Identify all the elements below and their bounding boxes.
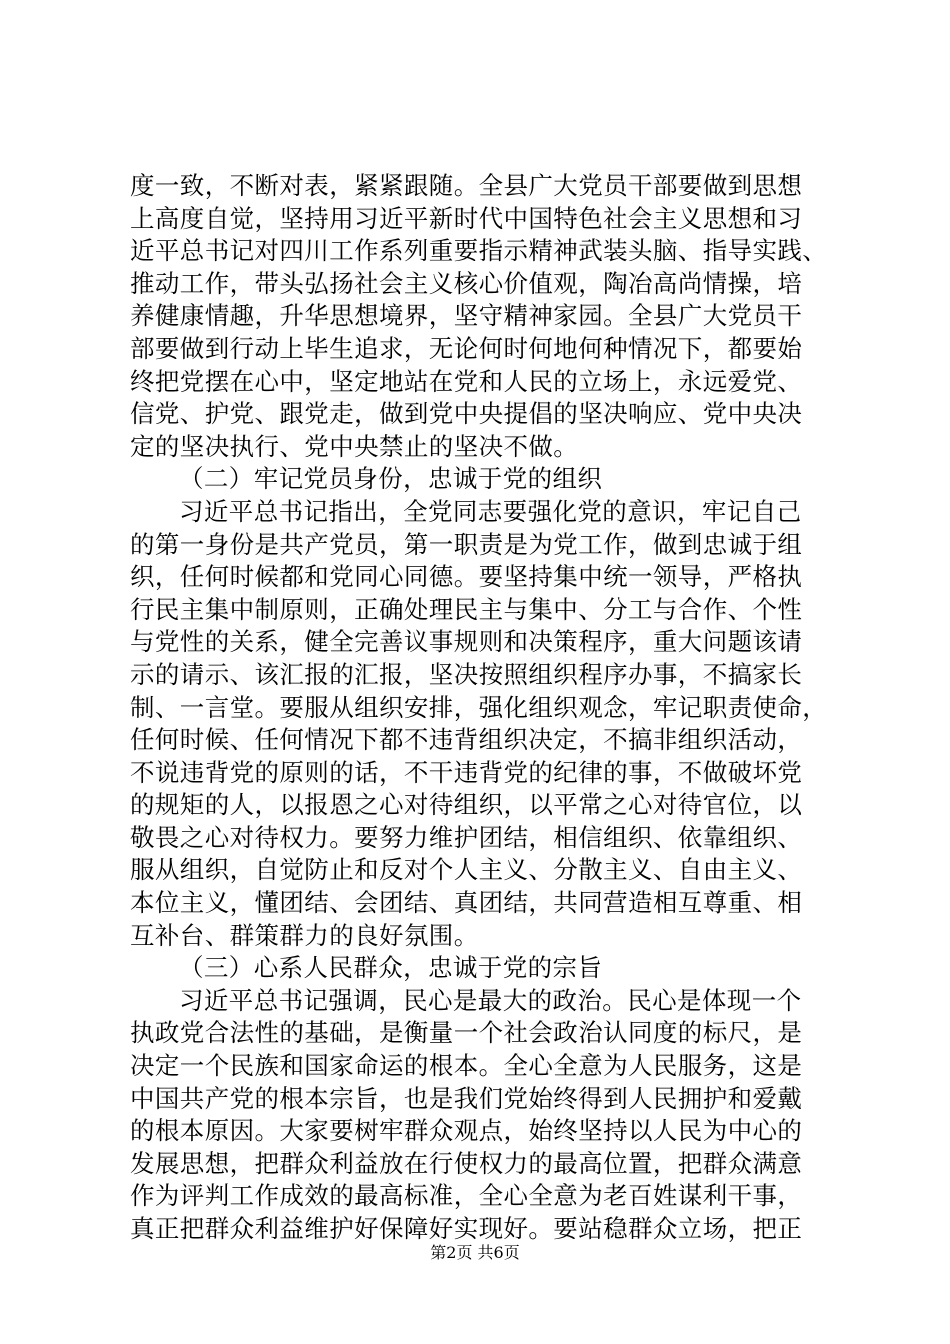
text-line: 度一致，不断对表，紧紧跟随。全县广大党员干部要做到思想 xyxy=(130,171,803,200)
text-line: 与党性的关系，健全完善议事规则和决策程序，重大问题该请 xyxy=(130,627,803,657)
text-line: 的第一身份是共产党员，第一职责是为党工作，做到忠诚于组 xyxy=(130,529,803,559)
text-line: 的根本原因。大家要树牢群众观点，始终坚持以人民为中心的 xyxy=(130,1116,803,1146)
text-line: 示的请示、该汇报的汇报，坚决按照组织程序办事，不搞家长 xyxy=(130,659,803,689)
paragraph-first-line: 习近平总书记强调，民心是最大的政治。民心是体现一个 xyxy=(179,985,802,1015)
text-line: 互补台、群策群力的良好氛围。 xyxy=(130,920,479,950)
text-line: 执政党合法性的基础，是衡量一个社会政治认同度的标尺，是 xyxy=(130,1018,803,1048)
text-line: 上高度自觉，坚持用习近平新时代中国特色社会主义思想和习 xyxy=(130,203,803,233)
text-line: 不说违背党的原则的话，不干违背党的纪律的事，不做破坏党 xyxy=(130,757,803,787)
text-line: 作为评判工作成效的最高标准，全心全意为老百姓谋利干事， xyxy=(130,1181,803,1211)
page-footer: 第2页 共6页 xyxy=(430,1243,520,1262)
text-line: 推动工作，带头弘扬社会主义核心价值观，陶冶高尚情操，培 xyxy=(130,268,803,298)
text-line: 服从组织，自觉防止和反对个人主义、分散主义、自由主义、 xyxy=(130,855,803,885)
text-line: 本位主义，懂团结、会团结、真团结，共同营造相互尊重、相 xyxy=(130,888,803,918)
text-line: 养健康情趣，升华思想境界，坚守精神家园。全县广大党员干 xyxy=(130,301,803,331)
text-line: 敬畏之心对待权力。要努力维护团结，相信组织、依靠组织、 xyxy=(130,822,803,852)
text-line: 真正把群众利益维护好保障好实现好。要站稳群众立场，把正 xyxy=(130,1214,803,1243)
text-line: 任何时候、任何情况下都不违背组织决定，不搞非组织活动， xyxy=(130,725,803,755)
text-line: 信党、护党、跟党走，做到党中央提倡的坚决响应、党中央决 xyxy=(130,399,803,429)
text-line: 近平总书记对四川工作系列重要指示精神武装头脑、指导实践、 xyxy=(130,236,828,266)
section-heading: （二）牢记党员身份，忠诚于党的组织 xyxy=(179,464,603,494)
text-line: 织，任何时候都和党同心同德。要坚持集中统一领导，严格执 xyxy=(130,562,803,592)
text-line: 发展思想，把群众利益放在行使权力的最高位置，把群众满意 xyxy=(130,1148,803,1178)
text-line: 终把党摆在心中，坚定地站在党和人民的立场上，永远爱党、 xyxy=(130,366,803,396)
text-line: 定的坚决执行、党中央禁止的坚决不做。 xyxy=(130,431,579,461)
text-line: 决定一个民族和国家命运的根本。全心全意为人民服务，这是 xyxy=(130,1051,803,1081)
body-text xyxy=(130,170,830,1246)
text-line: 的规矩的人，以报恩之心对待组织，以平常之心对待官位，以 xyxy=(130,790,803,820)
text-line: 制、一言堂。要服从组织安排，强化组织观念，牢记职责使命， xyxy=(130,692,828,722)
paragraph-first-line: 习近平总书记指出，全党同志要强化党的意识，牢记自己 xyxy=(179,496,802,526)
text-line: 中国共产党的根本宗旨，也是我们党始终得到人民拥护和爱戴 xyxy=(130,1083,803,1113)
section-heading: （三）心系人民群众，忠诚于党的宗旨 xyxy=(179,953,603,983)
text-line: 行民主集中制原则，正确处理民主与集中、分工与合作、个性 xyxy=(130,594,803,624)
text-line: 部要做到行动上毕生追求，无论何时何地何种情况下，都要始 xyxy=(130,333,803,363)
